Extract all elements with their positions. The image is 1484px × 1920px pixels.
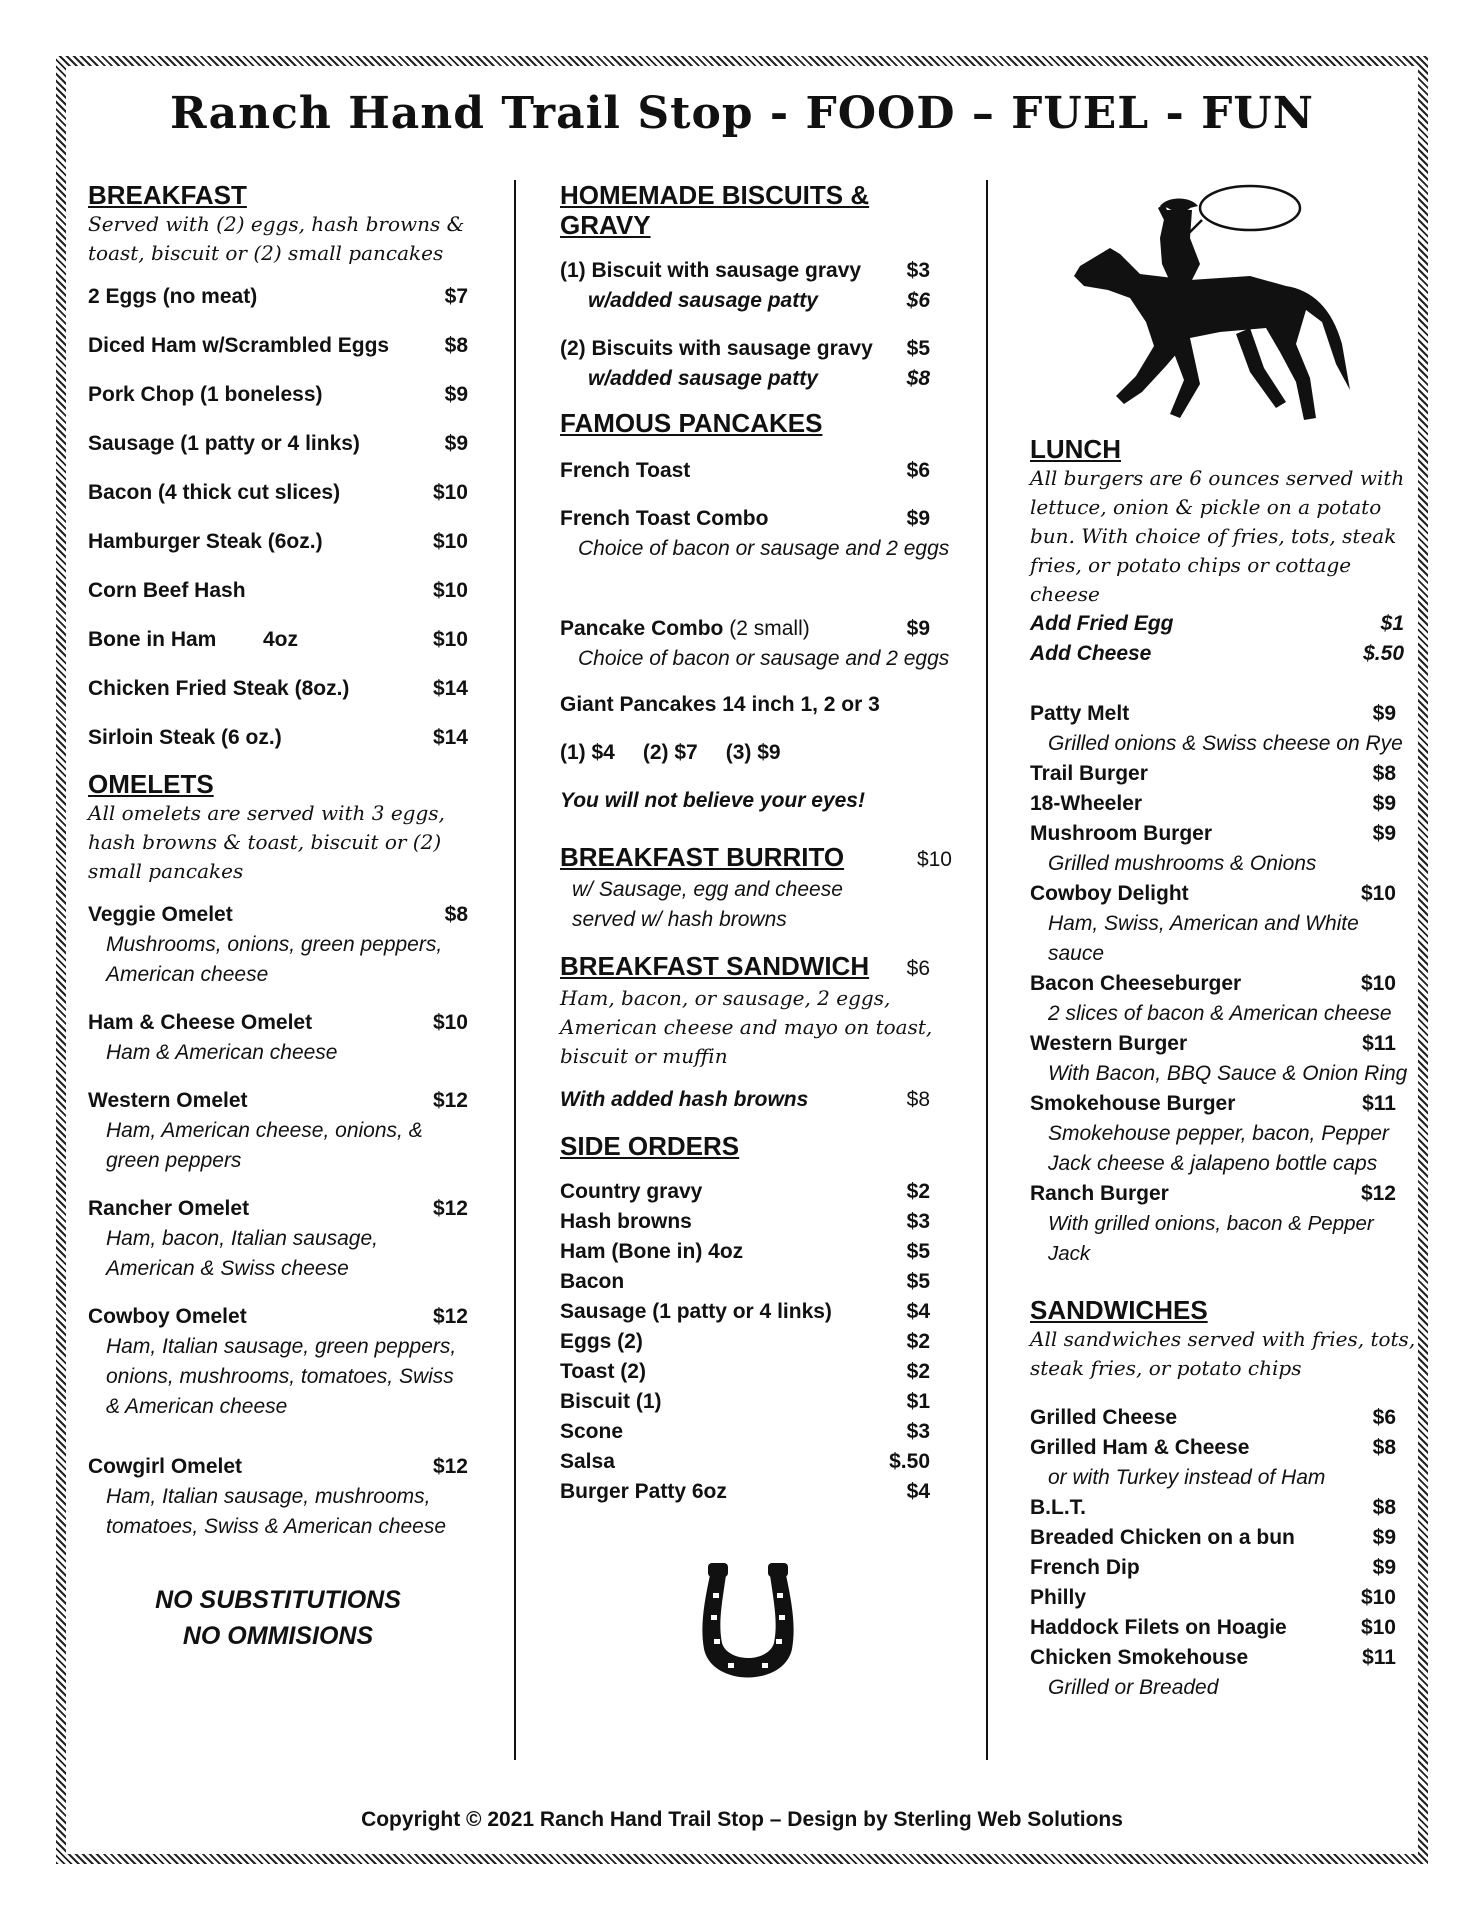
menu-item [1030, 969, 1418, 999]
item-price: $3 [906, 259, 930, 282]
item-name: Salsa [560, 1450, 615, 1473]
sandwiches-list [1030, 1403, 1418, 1703]
sandwiches-note: All sandwiches served with fries, tots, steak fries, or potato chips [1030, 1327, 1416, 1380]
menu-item [88, 527, 468, 557]
item-name: (1) Biscuit with sausage gravy [560, 259, 862, 282]
item-description: w/ Sausage, egg and cheese [572, 878, 843, 901]
item-name: Grilled Cheese [1030, 1406, 1178, 1429]
item-price: $8 [444, 903, 468, 926]
item-size: 4oz [263, 628, 299, 651]
item-name: Eggs (2) [560, 1330, 643, 1353]
burrito-header [560, 842, 960, 875]
menu-item [560, 1387, 960, 1417]
item-price: $9 [1372, 1526, 1396, 1549]
pancakes-heading: FAMOUS PANCAKES [560, 408, 823, 438]
item-name: Patty Melt [1030, 702, 1130, 725]
item-price: $8 [906, 367, 930, 390]
item-name: Scone [560, 1420, 624, 1443]
item-price: $8 [906, 1088, 930, 1111]
item-price: $14 [432, 677, 468, 700]
breakfast-heading: BREAKFAST [88, 180, 247, 210]
item-description: Smokehouse pepper, bacon, Pepper Jack cheese & jalapeno bottle caps [1048, 1122, 1389, 1175]
sides-list [560, 1177, 960, 1507]
pancake-tagline [560, 786, 960, 816]
item-description: Ham, Italian sausage, green peppers, onions, mushrooms, tomatoes, Swiss & American cheese [106, 1335, 457, 1418]
item-price: $4 [906, 1480, 930, 1503]
item-name: Ranch Burger [1030, 1182, 1169, 1205]
sides-heading: SIDE ORDERS [560, 1131, 740, 1161]
biscuit-item [560, 256, 960, 316]
column-right [1030, 180, 1418, 1703]
item-price: $1 [906, 1390, 930, 1413]
item-price: $6 [906, 957, 930, 980]
menu-item [560, 1297, 960, 1327]
lunch-list [1030, 699, 1418, 1269]
omelet-item [88, 1008, 468, 1068]
menu-item [1030, 1643, 1418, 1673]
cowboy-horse-icon [1050, 168, 1380, 438]
menu-item [88, 331, 468, 361]
item-price: $10 [1360, 1616, 1396, 1639]
sandwiches-heading: SANDWICHES [1030, 1295, 1208, 1325]
item-price: $10 [1360, 1586, 1396, 1609]
item-name: Toast (2) [560, 1360, 646, 1383]
item-name: Breaded Chicken on a bun [1030, 1526, 1295, 1549]
item-price: $5 [906, 1240, 930, 1263]
item-name: Cowboy Omelet [88, 1305, 247, 1328]
item-price: $12 [432, 1455, 468, 1478]
item-name: Mushroom Burger [1030, 822, 1213, 845]
menu-item [560, 1085, 960, 1115]
item-name: Bone in Ham [88, 628, 217, 651]
menu-item [560, 1267, 960, 1297]
no-substitutions-notice [88, 1582, 468, 1654]
item-price: $10 [432, 481, 468, 504]
item-description: Ham & American cheese [106, 1041, 338, 1064]
item-name: Sausage (1 patty or 4 links) [560, 1300, 832, 1323]
item-name: Grilled Ham & Cheese [1030, 1436, 1250, 1459]
menu-item [560, 1447, 960, 1477]
item-name: French Dip [1030, 1556, 1140, 1579]
item-price: $10 [432, 530, 468, 553]
menu-item [88, 576, 468, 606]
menu-item [1030, 1613, 1418, 1643]
item-name: Western Burger [1030, 1032, 1188, 1055]
item-addon: w/added sausage patty [588, 367, 818, 390]
item-price: $12 [432, 1197, 468, 1220]
item-name: Sirloin Steak (6 oz.) [88, 726, 282, 749]
omelets-note: All omelets are served with 3 eggs, hash browns & toast, biscuit or (2) small pancakes [88, 801, 445, 883]
item-name: Hamburger Steak (6oz.) [88, 530, 323, 553]
omelet-item [88, 1086, 468, 1176]
menu-item [560, 1327, 960, 1357]
price-option: (1) $4 [560, 741, 615, 764]
item-name: Cowgirl Omelet [88, 1455, 243, 1478]
item-price: $8 [1372, 762, 1396, 785]
breakfast-note: Served with (2) eggs, hash browns & toast, biscuit or (2) small pancakes [88, 212, 465, 265]
lunch-heading: LUNCH [1030, 434, 1121, 464]
item-price: $5 [906, 337, 930, 360]
omelet-item [88, 1302, 468, 1422]
sandwich-header [560, 951, 960, 984]
item-description: 2 slices of bacon & American cheese [1048, 1002, 1392, 1025]
item-name: Cowboy Delight [1030, 882, 1189, 905]
omelets-heading: OMELETS [88, 769, 214, 799]
item-name: Western Omelet [88, 1089, 248, 1112]
item-price: $6 [1372, 1406, 1396, 1429]
item-addon: w/added sausage patty [588, 289, 818, 312]
item-price: $11 [1362, 1646, 1396, 1669]
item-description: Grilled onions & Swiss cheese on Rye [1048, 732, 1403, 755]
menu-item [560, 1207, 960, 1237]
item-price: $10 [916, 848, 952, 871]
column-divider [986, 180, 988, 1760]
menu-item [88, 478, 468, 508]
item-price: $9 [906, 617, 930, 640]
item-name: Rancher Omelet [88, 1197, 250, 1220]
lunch-addon [1030, 609, 1418, 639]
column-divider [514, 180, 516, 1760]
item-description: Choice of bacon or sausage and 2 eggs [578, 647, 950, 670]
item-description: Choice of bacon or sausage and 2 eggs [578, 537, 950, 560]
item-price: $3 [906, 1420, 930, 1443]
item-price: $2 [906, 1330, 930, 1353]
price-option: (3) $9 [725, 741, 781, 764]
lunch-note: All burgers are 6 ounces served with lettuce, onion & pickle on a potato bun. With choice of fries, tots, steak fries, or potato chips or cottage cheese [1030, 466, 1405, 606]
notice-line: NO OMMISIONS [182, 1622, 374, 1650]
item-description: With Bacon, BBQ Sauce & Onion Ring [1048, 1062, 1408, 1085]
item-price: $2 [906, 1360, 930, 1383]
menu-item [1030, 759, 1418, 789]
item-description: served w/ hash browns [572, 908, 787, 931]
item-name: Biscuit (1) [560, 1390, 662, 1413]
item-name: Veggie Omelet [88, 903, 233, 926]
giant-pancake-prices [560, 738, 960, 768]
item-price: $9 [1372, 1556, 1396, 1579]
item-price: $11 [1362, 1032, 1396, 1055]
item-price: $14 [432, 726, 468, 749]
menu-item [88, 429, 468, 459]
item-price: $12 [432, 1089, 468, 1112]
menu-item [1030, 1553, 1418, 1583]
item-name: French Toast [560, 459, 691, 482]
item-price: $12 [1360, 1182, 1396, 1205]
menu-item [88, 282, 468, 312]
breakfast-list [88, 282, 468, 753]
item-name: Sausage (1 patty or 4 links) [88, 432, 360, 455]
menu-item [1030, 1583, 1418, 1613]
menu-title: Ranch Hand Trail Stop - FOOD – FUEL - FUN [170, 88, 1314, 139]
item-name: Ham (Bone in) 4oz [560, 1240, 744, 1263]
burrito-heading: BREAKFAST BURRITO [560, 842, 845, 872]
biscuits-heading: HOMEMADE BISCUITS & GRAVY [560, 180, 870, 240]
item-price: $12 [432, 1305, 468, 1328]
menu-item [1030, 1523, 1418, 1553]
item-name: Chicken Smokehouse [1030, 1646, 1249, 1669]
item-price: $10 [1360, 972, 1396, 995]
notice-line: NO SUBSTITUTIONS [155, 1586, 401, 1614]
item-name: Chicken Fried Steak (8oz.) [88, 677, 350, 700]
menu-item [88, 723, 468, 753]
biscuit-item [560, 334, 960, 394]
item-name: Add Fried Egg [1030, 612, 1174, 635]
item-name: 18-Wheeler [1030, 792, 1143, 815]
item-name: Diced Ham w/Scrambled Eggs [88, 334, 390, 357]
item-description: Mushrooms, onions, green peppers, American cheese [106, 933, 443, 986]
item-price: $9 [1372, 792, 1396, 815]
item-name: 2 Eggs (no meat) [88, 285, 258, 308]
item-name: Smokehouse Burger [1030, 1092, 1236, 1115]
menu-item [1030, 819, 1418, 849]
item-name: Corn Beef Hash [88, 579, 246, 602]
price-option: (2) $7 [642, 741, 698, 764]
menu-item [560, 1357, 960, 1387]
menu-item [88, 625, 468, 655]
menu-item [1030, 1029, 1418, 1059]
item-price: $10 [1360, 882, 1396, 905]
item-description: Ham, bacon, Italian sausage, American & Swiss cheese [106, 1227, 378, 1280]
item-description: Grilled mushrooms & Onions [1048, 852, 1317, 875]
item-price: $9 [1372, 822, 1396, 845]
item-price: $10 [432, 1011, 468, 1034]
menu-item [560, 1177, 960, 1207]
sandwich-note: Ham, bacon, or sausage, 2 eggs, American cheese and mayo on toast, biscuit or muffin [560, 986, 933, 1068]
item-price: $2 [906, 1180, 930, 1203]
menu-item [88, 380, 468, 410]
item-price: $9 [1372, 702, 1396, 725]
item-price: $10 [432, 628, 468, 651]
item-name: Hash browns [560, 1210, 692, 1233]
menu-item [1030, 1089, 1418, 1119]
column-middle [560, 180, 960, 1693]
breakfast-sandwich-heading: BREAKFAST SANDWICH [560, 951, 870, 981]
menu-item [88, 674, 468, 704]
item-name: Haddock Filets on Hoagie [1030, 1616, 1287, 1639]
column-left [88, 180, 468, 1654]
item-price: $1 [1380, 612, 1404, 635]
item-price: $9 [444, 383, 468, 406]
menu-item [560, 456, 960, 486]
item-name: Country gravy [560, 1180, 703, 1203]
item-price: $.50 [1363, 642, 1404, 665]
menu-item [560, 1477, 960, 1507]
item-name: (2) Biscuits with sausage gravy [560, 337, 873, 360]
item-name: French Toast Combo [560, 507, 769, 530]
item-name: Bacon (4 thick cut slices) [88, 481, 341, 504]
item-price: $8 [1372, 1436, 1396, 1459]
item-qualifier: (2 small) [729, 617, 810, 640]
item-description: Ham, Swiss, American and White sauce [1048, 912, 1359, 965]
item-description: Ham, Italian sausage, mushrooms, tomatoes, Swiss & American cheese [106, 1485, 447, 1538]
item-name: Add Cheese [1030, 642, 1152, 665]
menu-item [560, 504, 960, 564]
menu-item [1030, 699, 1418, 729]
item-price: $8 [444, 334, 468, 357]
item-name: Philly [1030, 1586, 1087, 1609]
menu-item [1030, 1403, 1418, 1433]
item-price: $4 [906, 1300, 930, 1323]
menu-item [1030, 789, 1418, 819]
copyright-footer: Copyright © 2021 Ranch Hand Trail Stop – Design by Sterling Web Solutions [361, 1808, 1123, 1831]
item-addon: With added hash browns [560, 1088, 809, 1111]
item-name: Giant Pancakes 14 inch 1, 2 or 3 [560, 693, 880, 716]
menu-item [1030, 879, 1418, 909]
omelet-item [88, 900, 468, 990]
item-name: Pancake Combo [560, 617, 724, 640]
menu-item [560, 614, 960, 674]
item-name: B.L.T. [1030, 1496, 1086, 1519]
horseshoe-icon [688, 1563, 808, 1693]
item-price: $10 [432, 579, 468, 602]
giant-pancakes [560, 690, 960, 720]
item-name: Trail Burger [1030, 762, 1148, 785]
item-description: Grilled or Breaded [1048, 1676, 1219, 1699]
item-price: $.50 [889, 1450, 930, 1473]
item-price: $7 [444, 285, 468, 308]
item-name: Ham & Cheese Omelet [88, 1011, 313, 1034]
item-description: With grilled onions, bacon & Pepper Jack [1048, 1212, 1374, 1265]
item-name: Bacon [560, 1270, 625, 1293]
item-price: $9 [444, 432, 468, 455]
menu-item [560, 1417, 960, 1447]
item-description: or with Turkey instead of Ham [1048, 1466, 1326, 1489]
item-name: Burger Patty 6oz [560, 1480, 727, 1503]
lunch-addon [1030, 639, 1418, 669]
item-price: $3 [906, 1210, 930, 1233]
item-price: $8 [1372, 1496, 1396, 1519]
item-price: $6 [906, 459, 930, 482]
omelet-item [88, 1194, 468, 1284]
item-price: $11 [1362, 1092, 1396, 1115]
menu-item [1030, 1493, 1418, 1523]
item-name: Bacon Cheeseburger [1030, 972, 1242, 995]
menu-item [1030, 1433, 1418, 1463]
item-price: $6 [906, 289, 930, 312]
item-description: Ham, American cheese, onions, & green peppers [106, 1119, 423, 1172]
tagline-text: You will not believe your eyes! [560, 789, 865, 812]
item-price: $5 [906, 1270, 930, 1293]
omelet-item [88, 1452, 468, 1542]
item-price: $9 [906, 507, 930, 530]
menu-item [560, 1237, 960, 1267]
menu-item [1030, 1179, 1418, 1209]
item-name: Pork Chop (1 boneless) [88, 383, 323, 406]
